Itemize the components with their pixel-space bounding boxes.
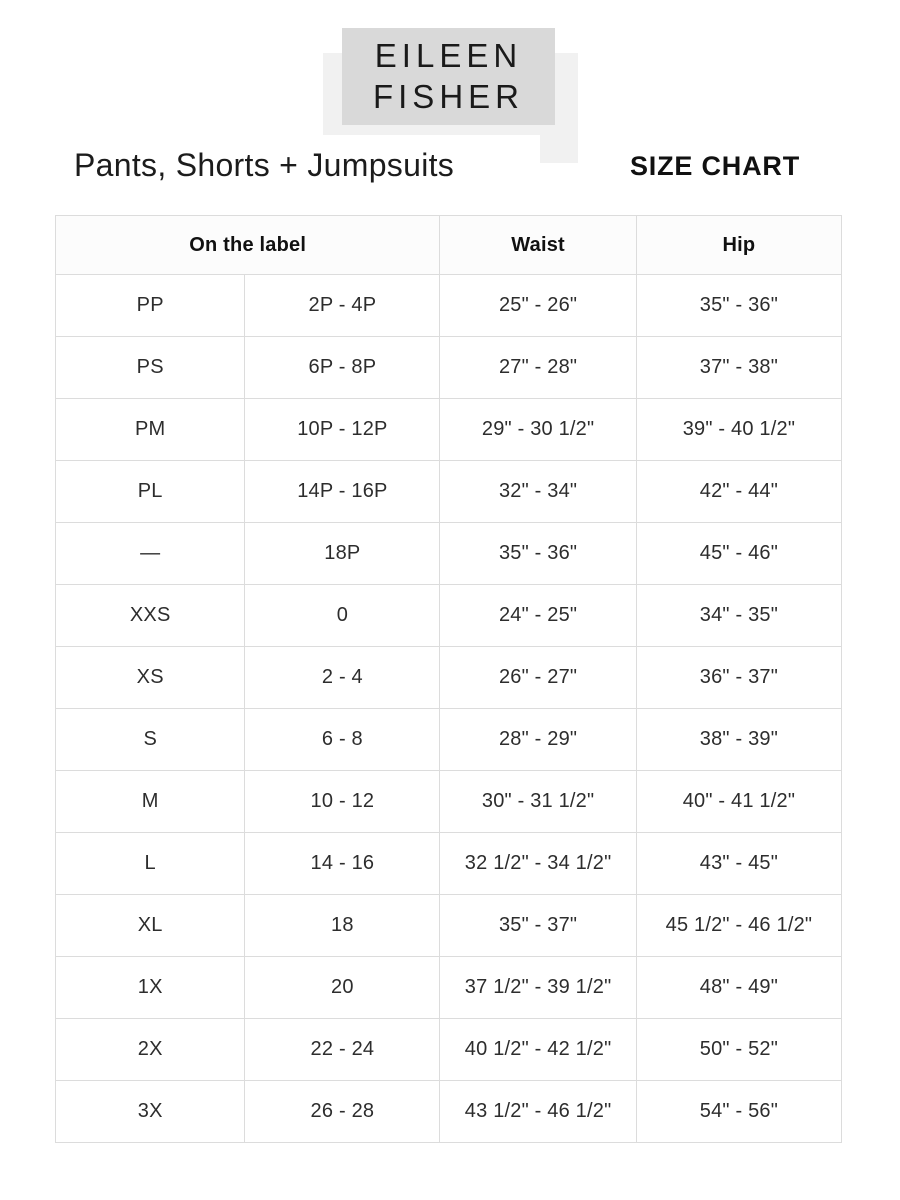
cell-size-code: 2X bbox=[56, 1019, 245, 1081]
cell-hip: 50" - 52" bbox=[636, 1019, 841, 1081]
size-chart-heading: SIZE CHART bbox=[630, 151, 800, 181]
table-row bbox=[56, 709, 842, 771]
cell-size-code: 1X bbox=[56, 957, 245, 1019]
brand-logo-line2: FISHER bbox=[372, 77, 524, 115]
table-row bbox=[56, 1081, 842, 1143]
cell-size-code: PP bbox=[56, 275, 245, 337]
page-title: Pants, Shorts + Jumpsuits bbox=[74, 147, 455, 183]
cell-waist: 43 1/2" - 46 1/2" bbox=[440, 1081, 637, 1143]
cell-size-code: XS bbox=[56, 647, 245, 709]
size-table-header bbox=[56, 216, 842, 275]
cell-hip: 34" - 35" bbox=[636, 585, 841, 647]
cell-waist: 35" - 37" bbox=[440, 895, 637, 957]
table-row bbox=[56, 399, 842, 461]
cell-waist: 25" - 26" bbox=[440, 275, 637, 337]
cell-size-code: XXS bbox=[56, 585, 245, 647]
cell-label-range: 20 bbox=[245, 957, 440, 1019]
cell-label-range: 18 bbox=[245, 895, 440, 957]
cell-hip: 42" - 44" bbox=[636, 461, 841, 523]
cell-size-code: S bbox=[56, 709, 245, 771]
cell-hip: 40" - 41 1/2" bbox=[636, 771, 841, 833]
table-row bbox=[56, 1019, 842, 1081]
cell-size-code: 3X bbox=[56, 1081, 245, 1143]
cell-label-range: 10 - 12 bbox=[245, 771, 440, 833]
cell-label-range: 14P - 16P bbox=[245, 461, 440, 523]
cell-hip: 45 1/2" - 46 1/2" bbox=[636, 895, 841, 957]
cell-label-range: 22 - 24 bbox=[245, 1019, 440, 1081]
cell-hip: 35" - 36" bbox=[636, 275, 841, 337]
cell-waist: 26" - 27" bbox=[440, 647, 637, 709]
cell-waist: 28" - 29" bbox=[440, 709, 637, 771]
table-row bbox=[56, 957, 842, 1019]
table-row bbox=[56, 895, 842, 957]
table-row bbox=[56, 647, 842, 709]
cell-size-code: PS bbox=[56, 337, 245, 399]
cell-label-range: 2 - 4 bbox=[245, 647, 440, 709]
table-row bbox=[56, 337, 842, 399]
table-row bbox=[56, 833, 842, 895]
cell-size-code: PL bbox=[56, 461, 245, 523]
cell-hip: 38" - 39" bbox=[636, 709, 841, 771]
cell-hip: 36" - 37" bbox=[636, 647, 841, 709]
cell-hip: 54" - 56" bbox=[636, 1081, 841, 1143]
cell-size-code: L bbox=[56, 833, 245, 895]
cell-hip: 37" - 38" bbox=[636, 337, 841, 399]
cell-size-code: PM bbox=[56, 399, 245, 461]
cell-label-range: 10P - 12P bbox=[245, 399, 440, 461]
cell-waist: 37 1/2" - 39 1/2" bbox=[440, 957, 637, 1019]
cell-label-range: 26 - 28 bbox=[245, 1081, 440, 1143]
cell-waist: 24" - 25" bbox=[440, 585, 637, 647]
header-on-the-label: On the label bbox=[56, 216, 440, 275]
table-row bbox=[56, 523, 842, 585]
cell-label-range: 14 - 16 bbox=[245, 833, 440, 895]
cell-label-range: 6P - 8P bbox=[245, 337, 440, 399]
cell-label-range: 18P bbox=[245, 523, 440, 585]
cell-waist: 32" - 34" bbox=[440, 461, 637, 523]
cell-hip: 43" - 45" bbox=[636, 833, 841, 895]
cell-waist: 32 1/2" - 34 1/2" bbox=[440, 833, 637, 895]
cell-size-code: M bbox=[56, 771, 245, 833]
cell-size-code: — bbox=[56, 523, 245, 585]
header-waist: Waist bbox=[440, 216, 637, 275]
cell-size-code: XL bbox=[56, 895, 245, 957]
cell-waist: 29" - 30 1/2" bbox=[440, 399, 637, 461]
cell-waist: 30" - 31 1/2" bbox=[440, 771, 637, 833]
cell-hip: 48" - 49" bbox=[636, 957, 841, 1019]
table-row bbox=[56, 585, 842, 647]
brand-logo-line1: EILEEN bbox=[374, 37, 523, 75]
size-table bbox=[55, 215, 842, 1143]
cell-label-range: 6 - 8 bbox=[245, 709, 440, 771]
header-row bbox=[56, 216, 842, 275]
table-row bbox=[56, 461, 842, 523]
cell-waist: 35" - 36" bbox=[440, 523, 637, 585]
cell-label-range: 2P - 4P bbox=[245, 275, 440, 337]
logo-background-box-corner bbox=[540, 135, 578, 163]
cell-label-range: 0 bbox=[245, 585, 440, 647]
cell-hip: 45" - 46" bbox=[636, 523, 841, 585]
header-hip: Hip bbox=[636, 216, 841, 275]
table-row bbox=[56, 771, 842, 833]
cell-hip: 39" - 40 1/2" bbox=[636, 399, 841, 461]
size-table-body bbox=[56, 275, 842, 1143]
table-row bbox=[56, 275, 842, 337]
brand-logo bbox=[342, 28, 555, 125]
cell-waist: 27" - 28" bbox=[440, 337, 637, 399]
cell-waist: 40 1/2" - 42 1/2" bbox=[440, 1019, 637, 1081]
